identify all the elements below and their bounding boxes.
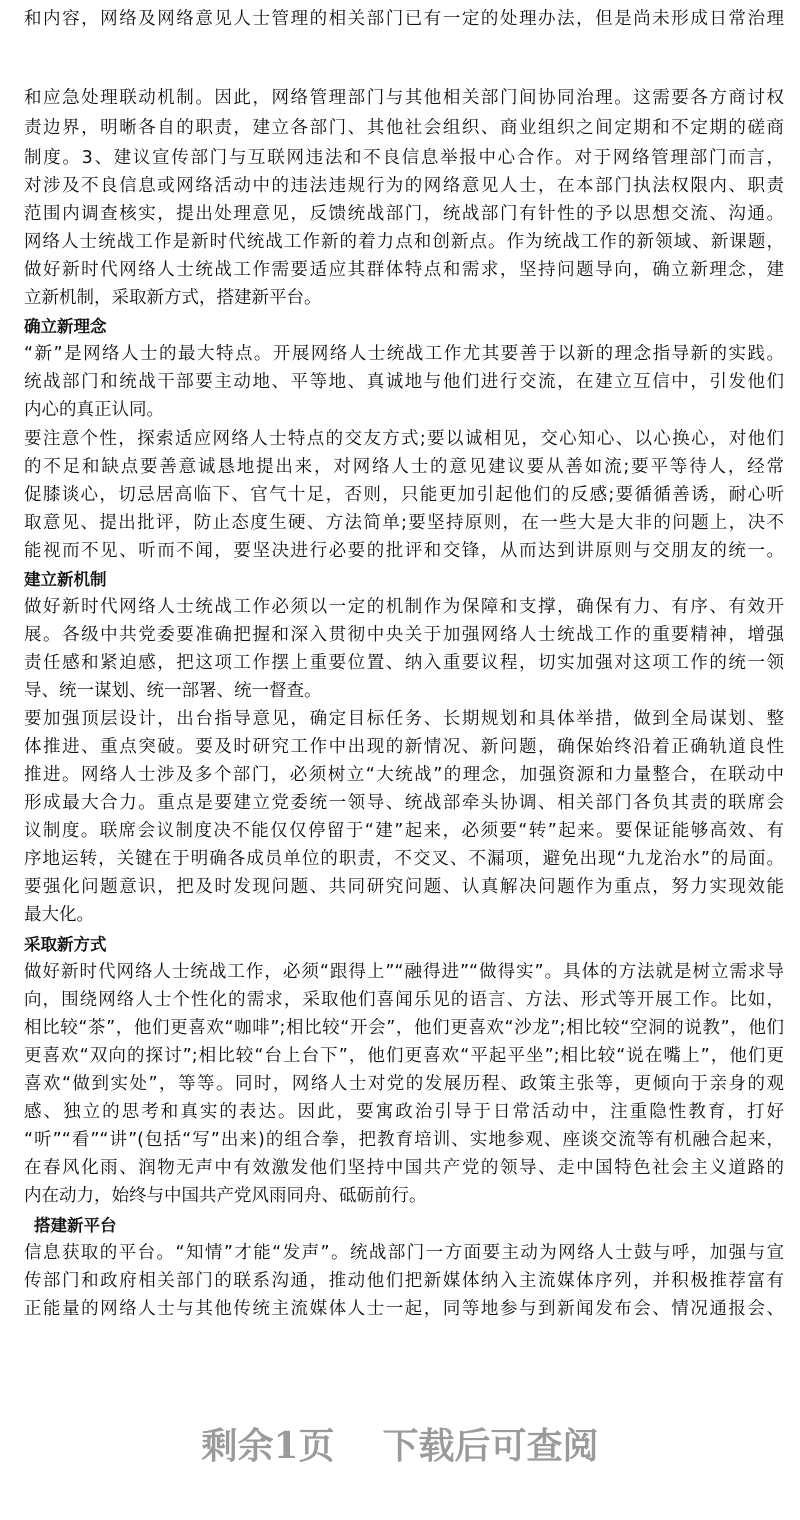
paragraph-line: 内在动力，始终与中国共产党风雨同舟、砥砺前行。 (24, 1186, 427, 1206)
paragraph-line: 做好新时代网络人士统战工作，必须“跟得上”“融得进”“做得实”。具体的方法就是树立需求导 (24, 962, 784, 982)
paragraph-line: 和内容，网络及网络意见人士管理的相关部门已有一定的处理办法，但是尚未形成日常治理 (24, 9, 784, 29)
paragraph-line: 更喜欢“双向的探讨”;相比较“台上台下”，他们更喜欢“平起平坐”;相比较“说在嘴上”，他们更 (24, 1046, 784, 1066)
paragraph-line: 和应急处理联动机制。因此，网络管理部门与其他相关部门间协同治理。这需要各方商讨权 (24, 88, 784, 108)
paragraph-line: 议制度。联席会议制度决不能仅仅停留于“建”起来，必须要“转”起来。要保证能够高效、有 (24, 821, 784, 841)
paragraph-line: 统战部门和统战干部要主动地、平等地、真诚地与他们进行交流，在建立互信中，引发他们 (24, 372, 784, 392)
paragraph-line: 做好新时代网络人士统战工作需要适应其群体特点和需求，坚持问题导向，确立新理念，建 (24, 260, 784, 280)
paragraph-line: 形成最大合力。重点是要建立党委统一领导、统战部牵头协调、相关部门各负其责的联席会 (24, 793, 784, 813)
section-heading: 确立新理念 (24, 317, 107, 336)
section-heading: 建立新机制 (24, 570, 107, 589)
section-heading: 搭建新平台 (34, 1216, 117, 1235)
remaining-pages-text: 剩余1页 (201, 1425, 335, 1467)
paragraph-line: 责边界，明晰各自的职责，建立各部门、其他社会组织、商业组织之间定期和不定期的磋商 (24, 118, 784, 138)
paragraph-line: 最大化。 (24, 905, 94, 925)
section-heading: 采取新方式 (24, 935, 107, 954)
paragraph-line: 序地运转，关键在于明确各成员单位的职责，不交叉、不漏项，避免出现“九龙治水”的局面。 (24, 849, 784, 869)
paragraph-line: 体推进、重点突破。要及时研究工作中出现的新情况、新问题，确保始终沿着正确轨道良性 (24, 737, 784, 757)
paragraph-line: 要强化问题意识，把及时发现问题、共同研究问题、认真解决问题作为重点，努力实现效能 (24, 877, 784, 897)
paragraph-line: 能视而不见、听而不闻，要坚决进行必要的批评和交锋，从而达到讲原则与交朋友的统一。 (24, 541, 784, 561)
paragraph-line: 正能量的网络人士与其他传统主流媒体人士一起，同等地参与到新闻发布会、情况通报会、 (24, 1299, 784, 1319)
paragraph-line: 要注意个性，探索适应网络人士特点的交友方式;要以诚相见，交心知心、以心换心，对他们 (24, 429, 784, 449)
download-prompt-banner[interactable] (0, 1418, 800, 1469)
paragraph-line: 责任感和紧迫感，把这项工作摆上重要位置、纳入重要议程，切实加强对这项工作的统一领 (24, 653, 784, 673)
paragraph-line: 对涉及不良信息或网络活动中的违法违规行为的网络意见人士，在本部门执法权限内、职责 (24, 176, 784, 196)
paragraph-line: 范围内调查核实，提出处理意见，反馈统战部门，统战部门有针性的予以思想交流、沟通。 (24, 204, 784, 224)
paragraph-line: “听”“看”“讲”(包括“写”出来)的组合拳，把教育培训、实地参观、座谈交流等有机融合起来， (24, 1130, 784, 1150)
paragraph-line: 网络人士统战工作是新时代统战工作新的着力点和创新点。作为统战工作的新领域、新课题， (24, 232, 784, 252)
paragraph-line: 促膝谈心，切忌居高临下、官气十足，否则，只能更加引起他们的反感;要循循善诱，耐心听 (24, 485, 784, 505)
paragraph-line: 的不足和缺点要善意诚恳地提出来，对网络人士的意见建议要从善如流;要平等待人，经常 (24, 457, 784, 477)
paragraph-line: 向，围绕网络人士个性化的需求，采取他们喜闻乐见的语言、方法、形式等开展工作。比如， (24, 990, 784, 1010)
paragraph-line: 取意见、提出批评，防止态度生硬、方法简单;要坚持原则，在一些大是大非的问题上，决不 (24, 513, 784, 533)
paragraph-line: 导、统一谋划、统一部署、统一督查。 (24, 681, 322, 701)
paragraph-line: 在春风化雨、润物无声中有效激发他们坚持中国共产党的领导、走中国特色社会主义道路的 (24, 1158, 784, 1178)
paragraph-line: “新”是网络人士的最大特点。开展网络人士统战工作尤其要善于以新的理念指导新的实践。 (24, 344, 784, 364)
download-to-read-text[interactable]: 下载后可查阅 (382, 1425, 599, 1467)
paragraph-line: 信息获取的平台。“知情”才能“发声”。统战部门一方面要主动为网络人士鼓与呼，加强与宣 (24, 1243, 784, 1263)
paragraph-line: 相比较“茶”，他们更喜欢“咖啡”;相比较“开会”，他们更喜欢“沙龙”;相比较“空洞的说教”，他们 (24, 1018, 784, 1038)
paragraph-line: 喜欢“做到实处”，等等。同时，网络人士对党的发展历程、政策主张等，更倾向于亲身的观 (24, 1074, 784, 1094)
paragraph-line: 传部门和政府相关部门的联系沟通，推动他们把新媒体纳入主流媒体序列，并积极推荐富有 (24, 1271, 784, 1291)
paragraph-line: 要加强顶层设计，出台指导意见，确定目标任务、长期规划和具体举措，做到全局谋划、整 (24, 709, 784, 729)
paragraph-line: 感、独立的思考和真实的表达。因此，要寓政治引导于日常活动中，注重隐性教育，打好 (24, 1102, 784, 1122)
paragraph-line: 展。各级中共党委要准确把握和深入贯彻中央关于加强网络人士统战工作的重要精神，增强 (24, 625, 784, 645)
paragraph-line: 推进。网络人士涉及多个部门，必须树立“大统战”的理念，加强资源和力量整合，在联动中 (24, 765, 784, 785)
paragraph-line: 立新机制，采取新方式，搭建新平台。 (24, 288, 322, 308)
paragraph-line: 内心的真正认同。 (24, 400, 164, 420)
paragraph-line: 制度。3、建议宣传部门与互联网违法和不良信息举报中心合作。对于网络管理部门而言， (24, 148, 784, 168)
paragraph-line: 做好新时代网络人士统战工作必须以一定的机制作为保障和支撑，确保有力、有序、有效开 (24, 597, 784, 617)
